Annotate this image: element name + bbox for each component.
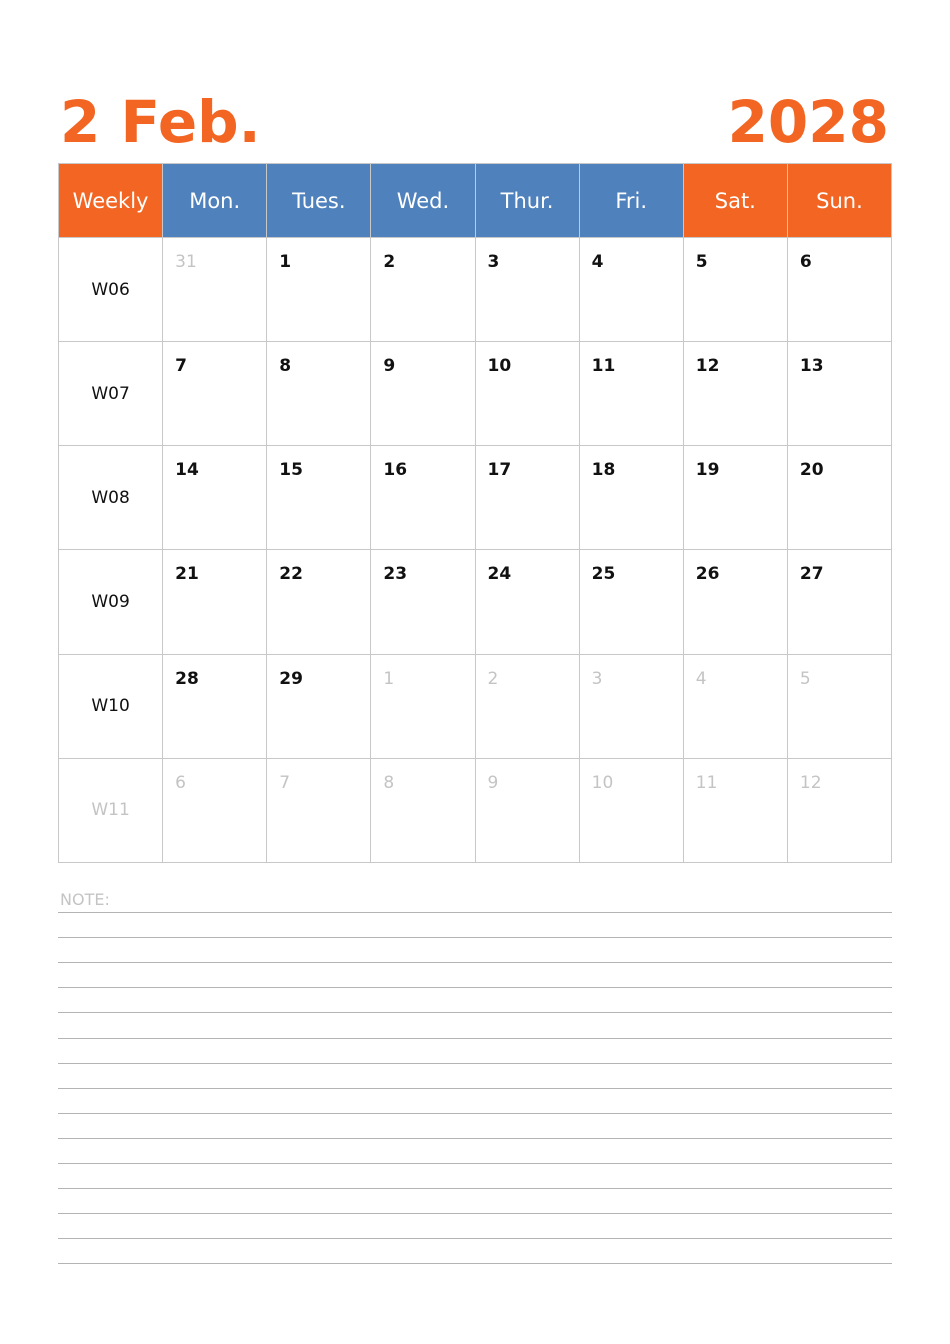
day-number: 11 <box>695 772 718 793</box>
day-number: 9 <box>487 772 499 793</box>
day-cell[interactable] <box>163 446 267 550</box>
day-cell[interactable] <box>787 654 891 758</box>
day-cell[interactable] <box>787 550 891 654</box>
column-header-tue: Tues. <box>267 164 371 238</box>
calendar-grid <box>58 163 892 863</box>
day-number: 5 <box>799 668 811 689</box>
note-line[interactable] <box>58 912 892 913</box>
day-number: 6 <box>175 772 186 793</box>
note-line[interactable] <box>58 1063 892 1064</box>
day-number: 8 <box>383 772 395 793</box>
day-number: 2 <box>487 668 499 689</box>
week-row <box>59 654 892 758</box>
day-number: 1 <box>383 668 395 689</box>
week-row <box>59 446 892 550</box>
note-line[interactable] <box>58 1238 892 1239</box>
day-cell[interactable] <box>475 758 579 862</box>
day-cell[interactable] <box>787 758 891 862</box>
day-number: 6 <box>799 252 812 272</box>
day-number: 20 <box>799 460 824 481</box>
day-number: 31 <box>175 252 197 272</box>
day-number: 4 <box>591 252 604 272</box>
day-number: 22 <box>279 564 303 585</box>
note-line[interactable] <box>58 1163 892 1164</box>
note-line[interactable] <box>58 1113 892 1114</box>
day-cell[interactable] <box>267 550 371 654</box>
day-number: 19 <box>695 460 720 481</box>
day-cell[interactable] <box>267 342 371 446</box>
day-number: 14 <box>175 460 199 481</box>
day-number: 5 <box>695 252 708 272</box>
day-number: 4 <box>695 668 707 689</box>
day-cell[interactable] <box>163 342 267 446</box>
week-number-cell: W11 <box>59 758 163 862</box>
column-header-sun: Sun. <box>787 164 891 238</box>
day-number: 2 <box>383 252 396 272</box>
column-header-thu: Thur. <box>475 164 579 238</box>
day-number: 17 <box>487 460 512 481</box>
day-number: 29 <box>279 668 303 689</box>
day-number: 8 <box>279 356 292 377</box>
day-cell[interactable] <box>371 342 475 446</box>
day-cell[interactable] <box>475 342 579 446</box>
day-cell[interactable] <box>371 758 475 862</box>
week-number-cell: W07 <box>59 342 163 446</box>
day-cell[interactable] <box>267 238 371 342</box>
day-cell[interactable] <box>579 550 683 654</box>
day-number: 9 <box>383 356 396 377</box>
note-line[interactable] <box>58 1012 892 1013</box>
note-line[interactable] <box>58 962 892 963</box>
day-cell[interactable] <box>683 758 787 862</box>
day-cell[interactable] <box>371 446 475 550</box>
note-line[interactable] <box>58 937 892 938</box>
day-cell[interactable] <box>579 654 683 758</box>
day-number: 24 <box>487 564 512 585</box>
day-number: 13 <box>799 356 824 377</box>
day-cell[interactable] <box>371 238 475 342</box>
day-number: 18 <box>591 460 616 481</box>
day-cell[interactable] <box>475 238 579 342</box>
day-cell[interactable] <box>579 342 683 446</box>
day-cell[interactable] <box>267 654 371 758</box>
column-header-fri: Fri. <box>579 164 683 238</box>
day-number: 3 <box>487 252 500 272</box>
day-cell[interactable] <box>163 654 267 758</box>
week-number-cell: W10 <box>59 654 163 758</box>
column-header-wed: Wed. <box>371 164 475 238</box>
note-line[interactable] <box>58 987 892 988</box>
day-number: 26 <box>695 564 720 585</box>
year-title: 2028 <box>727 88 889 156</box>
note-label: NOTE: <box>60 890 110 909</box>
day-number: 25 <box>591 564 616 585</box>
column-header-sat: Sat. <box>683 164 787 238</box>
note-line[interactable] <box>58 1088 892 1089</box>
day-number: 7 <box>279 772 291 793</box>
day-number: 28 <box>175 668 199 689</box>
day-number: 12 <box>695 356 720 377</box>
day-number: 7 <box>175 356 187 377</box>
week-number-cell: W09 <box>59 550 163 654</box>
note-line[interactable] <box>58 1188 892 1189</box>
day-cell[interactable] <box>371 550 475 654</box>
day-cell[interactable] <box>163 238 267 342</box>
day-cell[interactable] <box>163 758 267 862</box>
day-number: 27 <box>799 564 824 585</box>
day-cell[interactable] <box>787 446 891 550</box>
day-cell[interactable] <box>267 758 371 862</box>
day-cell[interactable] <box>475 446 579 550</box>
day-number: 21 <box>175 564 199 585</box>
day-number: 23 <box>383 564 408 585</box>
day-cell[interactable] <box>683 654 787 758</box>
calendar-header-row <box>59 164 892 238</box>
day-cell[interactable] <box>683 342 787 446</box>
day-cell[interactable] <box>579 446 683 550</box>
day-number: 10 <box>591 772 614 793</box>
week-number-cell: W08 <box>59 446 163 550</box>
day-number: 1 <box>279 252 292 272</box>
note-line[interactable] <box>58 1213 892 1214</box>
week-number-cell: W06 <box>59 238 163 342</box>
day-cell[interactable] <box>683 238 787 342</box>
week-row <box>59 550 892 654</box>
note-line[interactable] <box>58 1263 892 1264</box>
day-cell[interactable] <box>371 654 475 758</box>
day-cell[interactable] <box>267 446 371 550</box>
day-cell[interactable] <box>683 446 787 550</box>
day-cell[interactable] <box>683 550 787 654</box>
day-number: 10 <box>487 356 512 377</box>
day-number: 3 <box>591 668 603 689</box>
day-cell[interactable] <box>579 758 683 862</box>
day-number: 12 <box>799 772 822 793</box>
day-cell[interactable] <box>163 550 267 654</box>
day-cell[interactable] <box>579 238 683 342</box>
week-row <box>59 758 892 862</box>
column-header-mon: Mon. <box>163 164 267 238</box>
note-line[interactable] <box>58 1138 892 1139</box>
month-title: 2 Feb. <box>60 88 261 156</box>
day-number: 16 <box>383 460 408 481</box>
note-line[interactable] <box>58 1038 892 1039</box>
week-row <box>59 342 892 446</box>
day-cell[interactable] <box>787 238 891 342</box>
column-header-weekly: Weekly <box>59 164 163 238</box>
day-cell[interactable] <box>475 550 579 654</box>
day-number: 11 <box>591 356 616 377</box>
week-row <box>59 238 892 342</box>
day-cell[interactable] <box>787 342 891 446</box>
day-number: 15 <box>279 460 303 481</box>
day-cell[interactable] <box>475 654 579 758</box>
